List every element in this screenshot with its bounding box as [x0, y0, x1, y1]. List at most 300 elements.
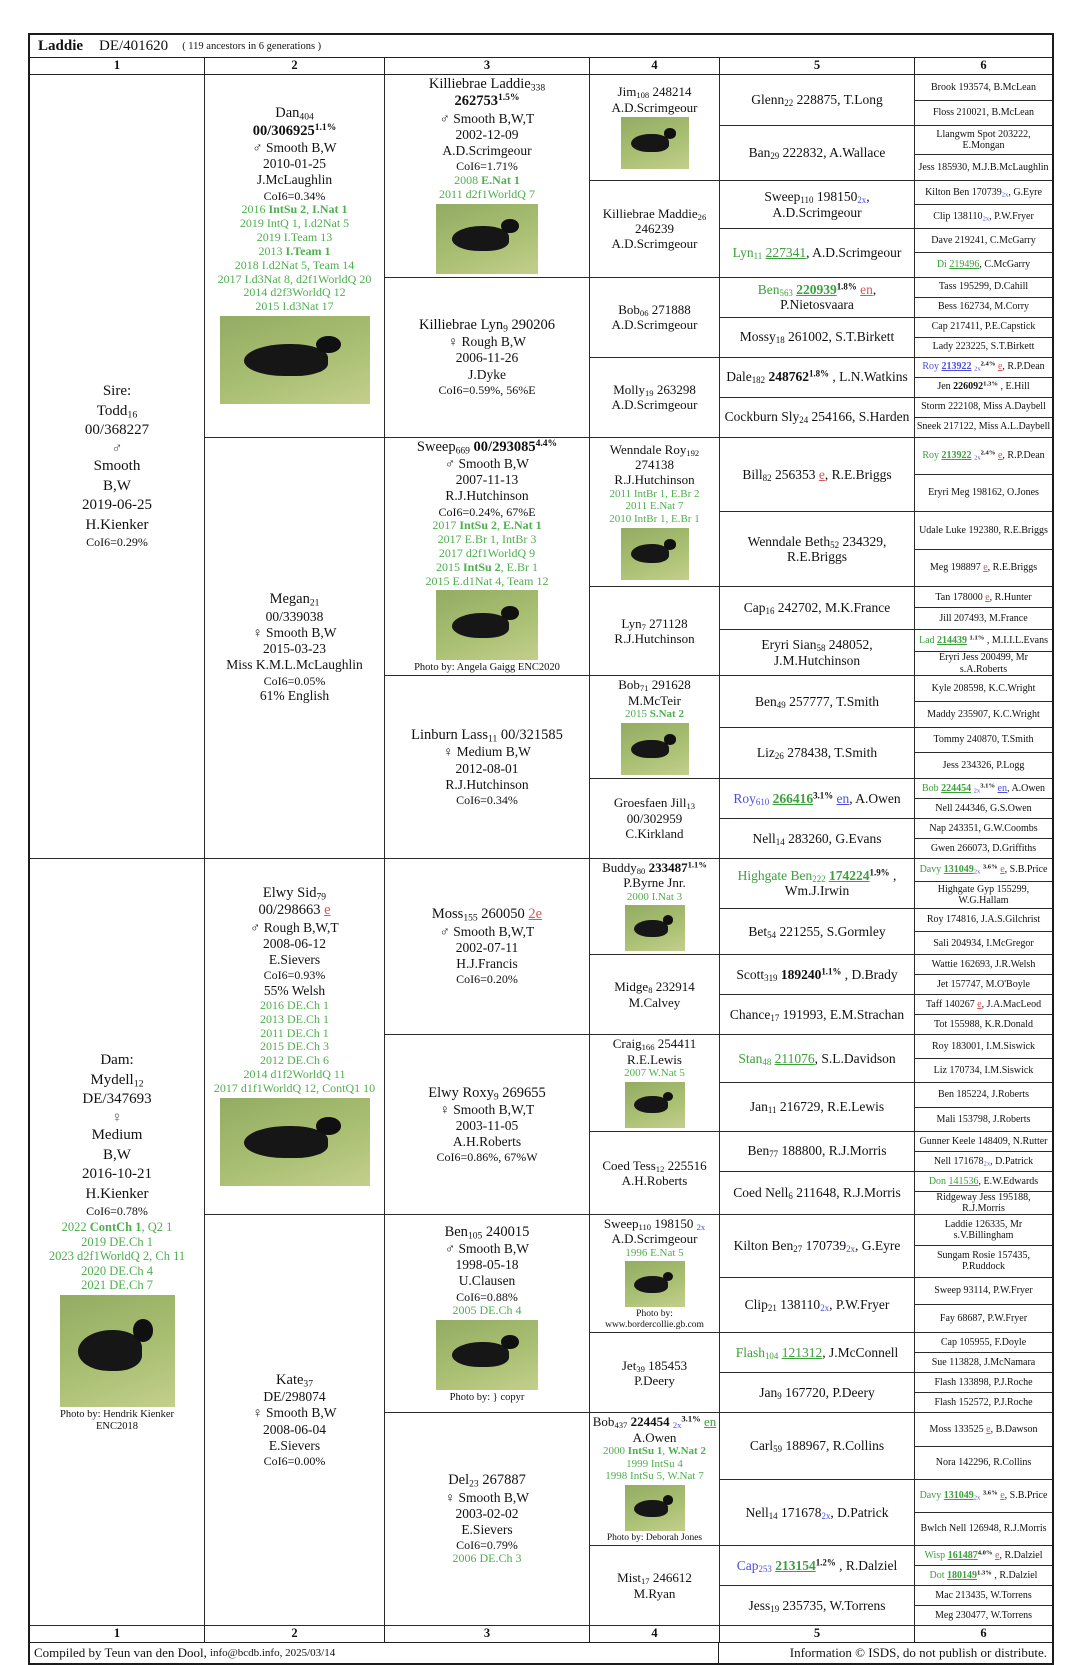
footer-compiled — [30, 1643, 719, 1663]
title-bar — [30, 35, 1052, 58]
ancestor-cell-gen6 — [915, 630, 1052, 652]
ancestor-cell-gen6 — [915, 1333, 1052, 1353]
pedigree-line: Medium — [91, 1127, 143, 1144]
pedigree-line: Roy 174816, J.A.S.Gilchrist — [926, 914, 1041, 926]
pedigree-line: Sungam Rosie 157435, P.Ruddock — [936, 1250, 1031, 1273]
column-header-6: 6 — [915, 58, 1052, 75]
ancestor-cell-gen5 — [720, 1373, 915, 1413]
pedigree-line: H.Kienker — [85, 1185, 149, 1202]
pedigree-line: 2008 E.Nat 1 — [454, 172, 520, 187]
pedigree-line: Bet$_{54}$ 221255, S.Gormley — [748, 923, 886, 940]
pedigree-line: 2002-12-09 — [455, 126, 519, 142]
registration-link[interactable]: e — [818, 466, 825, 482]
registration-link[interactable]: 213922 — [941, 450, 972, 462]
ancestor-cell-gen1 — [30, 859, 205, 1626]
pedigree-line: ♂ Smooth B,W — [444, 1240, 529, 1256]
registration-link[interactable]: e — [1000, 864, 1005, 876]
photo-caption: Photo by: } copyr — [449, 1391, 525, 1403]
registration-link[interactable]: 213154 — [775, 1557, 816, 1573]
ancestor-cell-gen6 — [915, 1015, 1052, 1035]
ancestor-cell-gen6 — [915, 229, 1052, 253]
pedigree-line: Roy 213922 $_{2x}^{2.4\%}$ e, R.P.Dean — [922, 361, 1045, 374]
pedigree-line: Bwlch Nell 126948, R.J.Morris — [920, 1523, 1047, 1535]
column-header-1: 1 — [30, 1626, 205, 1643]
ancestor-cell-gen4 — [590, 1546, 720, 1626]
registration-link[interactable]: 180149 — [947, 1570, 978, 1582]
pedigree-line: C.Kirkland — [625, 826, 684, 842]
ancestor-cell-gen6 — [915, 1606, 1052, 1626]
registration-link[interactable]: 266416 — [772, 790, 814, 806]
registration-link[interactable]: 220939 — [796, 281, 837, 297]
pedigree-line: Liz$_{26}$ 278438, T.Smith — [756, 745, 878, 762]
pedigree-line: Nell$_{14}$ 283260, G.Evans — [752, 830, 882, 847]
pedigree-line: CoI6=0.34% — [263, 188, 326, 203]
pedigree-line: Maddy 235907, K.C.Wright — [927, 708, 1040, 720]
pedigree-line: 2017 d2f1WorldQ 9 — [438, 545, 536, 560]
pedigree-line: Clip$_{21}$ $138110_{2x}$, P.W.Fryer — [744, 1297, 890, 1314]
pedigree-line: Flash$_{104}$ 121312, J.McConnell — [735, 1345, 899, 1362]
pedigree-line: Davy $131049_{2x}$ $^{3.6\%}$ e, S.B.Price — [919, 864, 1048, 877]
pedigree-line: Jen $226092^{1.3\%}$ , E.Hill — [937, 381, 1030, 393]
pedigree-line: Roy 183001, I.M.Siswick — [931, 1041, 1036, 1053]
registration-link[interactable]: e — [324, 902, 331, 919]
pedigree-line: 2017 I.d3Nat 8, d2f1WorldQ 20 — [217, 271, 372, 286]
pedigree-line: ♂ Smooth B,W,T — [439, 110, 535, 126]
pedigree-line: Del$_{23}$ 267887 — [448, 1472, 526, 1490]
pedigree-line: ♂ Rough B,W,T — [250, 919, 339, 935]
ancestor-cell-gen4 — [590, 1035, 720, 1131]
ancestor-cell-gen6 — [915, 779, 1052, 799]
ancestor-cell-gen6 — [915, 955, 1052, 975]
ancestor-cell-gen5 — [720, 358, 915, 398]
ancestor-cell-gen6 — [915, 799, 1052, 819]
ancestor-cell-gen5 — [720, 229, 915, 277]
pedigree-line: Glenn$_{22}$ 228875, T.Long — [751, 92, 883, 109]
registration-link[interactable]: en — [703, 1414, 717, 1430]
registration-link[interactable]: e — [977, 999, 982, 1011]
pedigree-line: $262753^{1.5\%}$ — [454, 92, 520, 110]
registration-link[interactable]: 121312 — [781, 1345, 823, 1361]
ancestor-cell-gen6 — [915, 1215, 1052, 1246]
pedigree-line: Wenndale Beth$_{52}$ 234329, R.E.Briggs — [747, 533, 887, 565]
ancestor-cell-gen6 — [915, 882, 1052, 909]
ancestor-cell-gen3 — [385, 278, 590, 438]
ancestor-cell-gen6 — [915, 1373, 1052, 1393]
ancestor-cell-gen6 — [915, 1132, 1052, 1152]
dog-photo — [220, 316, 370, 404]
dog-photo — [625, 1261, 685, 1307]
ancestor-cell-gen5 — [720, 1215, 915, 1278]
ancestor-cell-gen1 — [30, 75, 205, 859]
ancestor-cell-gen5 — [720, 995, 915, 1035]
footer-date: , 2025/03/14 — [279, 1647, 336, 1660]
ancestor-cell-gen6 — [915, 101, 1052, 127]
pedigree-line: A.D.Scrimgeour — [611, 236, 698, 252]
pedigree-line: 2003-02-02 — [455, 1505, 519, 1521]
ancestor-cell-gen5 — [720, 859, 915, 909]
ancestor-cell-gen6 — [915, 1353, 1052, 1373]
pedigree-line: ♀ Smooth B,W,T — [439, 1101, 535, 1117]
pedigree-line: 2015 DE.Ch 3 — [260, 1039, 329, 1054]
pedigree-line: 2003-11-05 — [455, 1118, 519, 1134]
pedigree-line: Bob$_{71}$ 291628 — [618, 677, 691, 694]
registration-link[interactable]: e — [983, 562, 988, 574]
ancestor-cell-gen4 — [590, 278, 720, 358]
ancestor-cell-gen6 — [915, 587, 1052, 609]
pedigree-line: P.Byrne Jnr. — [623, 875, 686, 891]
ancestor-cell-gen6 — [915, 1059, 1052, 1083]
pedigree-line: Elwy Sid$_{79}$ — [262, 884, 327, 903]
pedigree-line: Flash 133898, P.J.Roche — [934, 1377, 1033, 1389]
pedigree-line: 2005 DE.Ch 4 — [452, 1302, 522, 1317]
ancestor-cell-gen6 — [915, 155, 1052, 181]
registration-link[interactable]: 219496 — [949, 259, 980, 271]
pedigree-line: 246239 — [635, 221, 674, 237]
pedigree-line: Udale Luke 192380, R.E.Briggs — [919, 524, 1048, 536]
pedigree-line: 2019-06-25 — [82, 497, 152, 514]
pedigree-line: 2000 IntSu 1, W.Nat 2 — [603, 1444, 706, 1457]
pedigree-line: Eryri Meg 198162, O.Jones — [928, 487, 1039, 499]
pedigree-line: Don 141536, E.W.Edwards — [928, 1175, 1039, 1187]
pedigree-line: 1998-05-18 — [455, 1257, 519, 1273]
pedigree-line: Craig$_{166}$ 254411 — [612, 1036, 697, 1053]
pedigree-line: 2015 I.d3Nat 17 — [255, 299, 334, 314]
pedigree-line: Mali 153798, J.Roberts — [936, 1113, 1031, 1125]
pedigree-line: Jet 157747, M.O'Boyle — [937, 979, 1030, 991]
pedigree-line: CoI6=0.20% — [456, 972, 518, 987]
pedigree-line: Scott$_{319}$ $189240^{1.1\%}$ , D.Brady — [736, 966, 898, 984]
ancestor-cell-gen6 — [915, 205, 1052, 229]
pedigree-line: CoI6=0.79% — [456, 1538, 518, 1553]
email-link[interactable]: info@bcdb.info — [209, 1647, 280, 1660]
pedigree-line: Dot $180149^{1.3\%}$ , R.Dalziel — [929, 1569, 1038, 1582]
pedigree-line: Killiebrae Lyn$_9$ 290206 — [418, 316, 556, 335]
ancestor-cell-gen6 — [915, 1246, 1052, 1277]
column-header-2: 2 — [205, 58, 385, 75]
pedigree-line: R.J.Hutchinson — [614, 472, 695, 488]
ancestor-cell-gen6 — [915, 859, 1052, 882]
dog-photo — [625, 905, 685, 951]
column-header-1: 1 — [30, 58, 205, 75]
pedigree-line: Laddie 126335, Mr s.V.Billingham — [944, 1219, 1023, 1242]
pedigree-line: Todd$_{16}$ — [96, 402, 138, 421]
ancestor-cell-gen4 — [590, 1215, 720, 1333]
pedigree-line: 2007-11-13 — [455, 472, 519, 488]
pedigree-line: A.D.Scrimgeour — [611, 397, 698, 413]
pedigree-line: 2015 IntSu 2, E.Br 1 — [435, 559, 539, 574]
pedigree-line: Eryri Jess 200499, Mr s.A.Roberts — [939, 652, 1028, 675]
pedigree-line: Nap 243351, G.W.Coombs — [929, 822, 1038, 834]
pedigree-line: ♀ Smooth B,W — [252, 1405, 337, 1421]
pedigree-line: 2023 d2f1WorldQ 2, Ch 11 — [48, 1249, 186, 1263]
column-header-2: 2 — [205, 1626, 385, 1643]
ancestor-cell-gen4 — [590, 181, 720, 277]
dog-photo — [625, 1485, 685, 1531]
pedigree-line: ♀ Smooth B,W — [444, 1489, 529, 1505]
column-header-5: 5 — [720, 1626, 915, 1643]
registration-link[interactable]: 211076 — [774, 1051, 815, 1067]
pedigree-line: 2020 DE.Ch 4 — [81, 1263, 153, 1278]
pedigree-line: Roy 213922 $_{2x}^{2.4\%}$ e, R.P.Dean — [922, 449, 1045, 462]
pedigree-line: 2022 ContCh 1, Q2 1 — [61, 1220, 173, 1234]
pedigree-line: 2006-11-26 — [455, 350, 519, 366]
ancestor-cell-gen6 — [915, 253, 1052, 277]
ancestor-cell-gen4 — [590, 587, 720, 677]
pedigree-line: CoI6=0.88% — [456, 1289, 518, 1304]
pedigree-line: Bob 224454 $_{2x}^{3.1\%}$ en, A.Owen — [921, 782, 1046, 795]
ancestor-cell-gen6 — [915, 358, 1052, 378]
pedigree-line: DE/347693 — [82, 1091, 152, 1108]
pedigree-line: Wenndale Roy$_{192}$ 274138 — [609, 441, 700, 472]
pedigree-line: ♀ Medium B,W — [443, 744, 531, 760]
pedigree-line: Highgate Gyp 155299, W.G.Hallam — [937, 883, 1030, 906]
pedigree-line: Lad 214439 $^{1.1\%}$ , M.I.I.L.Evans — [919, 634, 1048, 646]
ancestor-cell-gen2 — [205, 859, 385, 1215]
registration-link[interactable]: 141536 — [948, 1175, 979, 1187]
registration-link[interactable]: e — [997, 450, 1003, 462]
pedigree-line: Ben 185224, J.Roberts — [937, 1089, 1030, 1101]
ancestor-cell-gen6 — [915, 1413, 1052, 1446]
pedigree-line: Meg 230477, W.Torrens — [934, 1610, 1033, 1622]
ancestor-cell-gen4 — [590, 1132, 720, 1215]
registration-link[interactable]: 213922 — [941, 361, 972, 373]
ancestor-cell-gen5 — [720, 1546, 915, 1586]
pedigree-line: Coed Tess$_{12}$ 225516 — [602, 1157, 707, 1174]
pedigree-line: DE/298074 — [263, 1389, 326, 1405]
registration-link[interactable]: en — [997, 782, 1007, 794]
registration-link[interactable]: 2e — [528, 906, 543, 923]
pedigree-line: Tass 195299, D.Cahill — [938, 281, 1029, 293]
pedigree-line: Sweep$_{110}$ 198150 $_{2x}$ — [603, 1216, 706, 1233]
pedigree-line: M.McTeir — [628, 692, 681, 708]
pedigree-line: CoI6=0.24%, 67%E — [438, 504, 536, 519]
pedigree-line: Davy $131049_{2x}$ $^{3.6\%}$ e, S.B.Price — [919, 1489, 1048, 1502]
pedigree-line: Tan 178000 e, R.Hunter — [935, 591, 1032, 603]
registration-link[interactable]: e — [997, 361, 1003, 373]
pedigree-line: Jill 207493, M.France — [939, 613, 1028, 625]
pedigree-line: Kilton Ben$_{27}$ $170739_{2x}$, G.Eyre — [733, 1238, 901, 1255]
dog-photo — [436, 204, 538, 274]
pedigree-line: Ben$_{77}$ 188800, R.J.Morris — [747, 1143, 887, 1160]
pedigree-line: 61% English — [259, 687, 330, 703]
pedigree-line: CoI6=0.00% — [263, 1453, 326, 1468]
pedigree-grid — [30, 75, 1052, 1626]
pedigree-line: Bob$_{06}$ 271888 — [618, 301, 691, 318]
pedigree-line: M.Ryan — [633, 1585, 676, 1601]
pedigree-line: Ridgeway Jess 195188, R.J.Morris — [936, 1191, 1031, 1214]
ancestor-cell-gen6 — [915, 1108, 1052, 1132]
pedigree-line: ♂ Smooth B,W — [252, 140, 337, 156]
pedigree-line: 2000 I.Nat 3 — [626, 890, 683, 903]
pedigree-line: Buddy$_{80}$ $233487^{1.1\%}$ — [602, 859, 707, 877]
ancestor-cell-gen6 — [915, 438, 1052, 475]
pedigree-line: 2011 IntBr 1, E.Br 2 — [609, 487, 700, 500]
ancestor-cell-gen6 — [915, 378, 1052, 398]
ancestor-cell-gen5 — [720, 819, 915, 859]
registration-link[interactable]: en — [860, 281, 873, 297]
pedigree-line: ♂ Smooth B,W — [444, 455, 529, 471]
ancestor-cell-gen6 — [915, 1447, 1052, 1480]
ancestor-cell-gen6 — [915, 126, 1052, 155]
pedigree-line: 2008-06-04 — [263, 1421, 326, 1437]
ancestor-cell-gen5 — [720, 278, 915, 318]
ancestor-cell-gen6 — [915, 1278, 1052, 1306]
pedigree-line: 2016-10-21 — [82, 1166, 152, 1183]
ancestor-cell-gen6 — [915, 1480, 1052, 1513]
pedigree-line: Ben$_{105}$ 240015 — [444, 1223, 530, 1241]
pedigree-line: 2017 E.Br 1, IntBr 3 — [437, 531, 537, 546]
pedigree-line: ♀ Rough B,W — [447, 334, 526, 350]
ancestor-cell-gen5 — [720, 181, 915, 229]
pedigree-line: Cap 217411, P.E.Capstick — [931, 321, 1036, 333]
pedigree-line: Killiebrae Maddie$_{26}$ — [602, 205, 707, 222]
pedigree-line: Molly$_{19}$ 263298 — [613, 381, 696, 398]
ancestor-cell-gen5 — [720, 1278, 915, 1334]
pedigree-line: U.Clausen — [458, 1273, 516, 1289]
pedigree-line: Elwy Roxy$_9$ 269655 — [428, 1084, 546, 1102]
pedigree-line: Brook 193574, B.McLean — [931, 81, 1036, 93]
pedigree-line: 2016 DE.Ch 1 — [260, 997, 329, 1012]
ancestor-cell-gen6 — [915, 608, 1052, 630]
registration-link[interactable]: 161487 — [947, 1550, 978, 1562]
ancestor-cell-gen5 — [720, 1172, 915, 1215]
pedigree-line: Wisp $161487^{4.0\%}$ e, R.Dalziel — [924, 1549, 1043, 1562]
pedigree-line: M.Calvey — [628, 994, 681, 1010]
pedigree-line: Sweep$_{669}$ $00/293085^{4.4\%}$ — [416, 437, 558, 456]
pedigree-line: 00/302959 — [626, 810, 683, 826]
pedigree-line: Bess 162734, M.Corry — [937, 301, 1030, 313]
pedigree-line: Stan$_{48}$ 211076, S.L.Davidson — [738, 1051, 896, 1068]
pedigree-line: E.Sievers — [268, 1437, 321, 1453]
pedigree-line: Mossy$_{18}$ 261002, S.T.Birkett — [739, 329, 895, 346]
registration-link[interactable]: e — [985, 591, 990, 603]
pedigree-line: R.J.Hutchinson — [614, 631, 695, 647]
ancestor-cell-gen6 — [915, 398, 1052, 418]
dog-photo — [621, 723, 689, 775]
registration-link[interactable]: 224454 — [941, 782, 972, 794]
pedigree-line: CoI6=0.78% — [86, 1204, 148, 1219]
pedigree-line: 2019 I.Team 13 — [256, 229, 333, 244]
ancestor-cell-gen6 — [915, 1035, 1052, 1059]
pedigree-line: Jet$_{39}$ 185453 — [621, 1357, 688, 1374]
ancestor-cell-gen3 — [385, 859, 590, 1035]
ancestor-cell-gen6 — [915, 181, 1052, 205]
registration-link[interactable]: en — [836, 790, 850, 806]
ancestor-cell-gen6 — [915, 652, 1052, 677]
pedigree-line: 2015 E.d1Nat 4, Team 12 — [425, 573, 549, 588]
footer-rights: Information © ISDS, do not publish or distribute. — [789, 1645, 1047, 1661]
registration-link[interactable]: 131049 — [943, 864, 974, 876]
pedigree-line: Mist$_{17}$ 246612 — [617, 1570, 692, 1587]
pedigree-line: ♀ — [111, 1109, 123, 1126]
column-header-6: 6 — [915, 1626, 1052, 1643]
pedigree-line: Jan$_9$ 167720, P.Deery — [759, 1385, 875, 1402]
pedigree-line: Dan$_{404}$ — [275, 105, 314, 123]
pedigree-line: B,W — [103, 1146, 131, 1163]
registration-link[interactable]: 227341 — [765, 245, 807, 261]
pedigree-line: P.Deery — [634, 1372, 675, 1388]
registration-link[interactable]: 174224 — [829, 867, 870, 883]
pedigree-line: Wattie 162693, J.R.Welsh — [931, 959, 1036, 971]
ancestor-cell-gen6 — [915, 1513, 1052, 1546]
pedigree-line: 00/368227 — [84, 422, 150, 439]
ancestor-cell-gen6 — [915, 995, 1052, 1015]
pedigree-line: Highgate Ben$_{222}$ $174224^{1.9\%}$ , Wm.J.Irwin — [737, 867, 897, 899]
pedigree-line: Ben$_{49}$ 257777, T.Smith — [755, 693, 879, 711]
pedigree-line: 2013 DE.Ch 1 — [260, 1011, 329, 1026]
pedigree-line: A.Owen — [632, 1429, 677, 1445]
pedigree-line: Bill$_{82}$ 256353 e, R.E.Briggs — [742, 466, 892, 483]
pedigree-line: H.J.Francis — [456, 956, 518, 972]
ancestor-cell-gen3 — [385, 75, 590, 278]
ancestor-cell-gen5 — [720, 398, 915, 438]
pedigree-line: CoI6=0.05% — [263, 673, 326, 688]
footer-contact — [210, 1647, 335, 1659]
pedigree-line: Nell 244346, G.S.Owen — [935, 802, 1032, 814]
ancestor-cell-gen6 — [915, 1566, 1052, 1586]
dog-photo — [621, 528, 689, 580]
photo-caption: Photo by: Hendrik Kienker — [59, 1408, 175, 1420]
registration-link[interactable]: e — [995, 1550, 1000, 1562]
pedigree-line: ♀ Smooth B,W — [252, 624, 337, 640]
ancestor-cell-gen2 — [205, 438, 385, 859]
pedigree-line: CoI6=0.59%, 56%E — [438, 382, 536, 397]
pedigree-line: Fay 68687, P.W.Fryer — [939, 1313, 1028, 1325]
pedigree-line: Dam: — [100, 1052, 134, 1069]
ancestor-cell-gen5 — [720, 75, 915, 126]
ancestor-cell-gen3 — [385, 1035, 590, 1215]
pedigree-line: ♂ — [111, 440, 123, 457]
pedigree-line: E.Sievers — [461, 1521, 513, 1537]
registration-link[interactable]: e — [1000, 1490, 1005, 1502]
dog-photo — [621, 117, 689, 169]
ancestor-cell-gen5 — [720, 955, 915, 995]
ancestor-cell-gen6 — [915, 1393, 1052, 1413]
ancestor-cell-gen4 — [590, 779, 720, 859]
pedigree-line: Cap$_{16}$ 242702, M.K.France — [743, 600, 891, 617]
ancestor-cell-gen5 — [720, 630, 915, 676]
ancestor-cell-gen5 — [720, 587, 915, 630]
registration-link[interactable]: e — [986, 1423, 991, 1435]
pedigree-line: J.Dyke — [468, 366, 506, 382]
ancestor-cell-gen3 — [385, 1413, 590, 1626]
ancestor-cell-gen2 — [205, 1215, 385, 1626]
pedigree-line: 2017 d1f1WorldQ 12, ContQ1 10 — [213, 1081, 376, 1096]
pedigree-line: H.Kienker — [85, 516, 149, 533]
ancestor-cell-gen6 — [915, 1083, 1052, 1107]
ancestor-cell-gen6 — [915, 298, 1052, 318]
pedigree-line: A.H.Roberts — [621, 1172, 688, 1188]
column-header-5: 5 — [720, 58, 915, 75]
pedigree-line: Tommy 240870, T.Smith — [933, 734, 1034, 746]
pedigree-line: Taff 140267 e, J.A.MacLeod — [925, 999, 1042, 1011]
pedigree-line: 55% Welsh — [263, 982, 326, 998]
compiled-by-text: Compiled by Teun van den Dool, — [34, 1645, 207, 1661]
ancestor-cell-gen6 — [915, 702, 1052, 728]
column-header-3: 3 — [385, 58, 590, 75]
registration-link[interactable]: 131049 — [943, 1490, 974, 1502]
pedigree-line: 2014 d1f2WorldQ 11 — [243, 1067, 346, 1082]
ancestor-cell-gen5 — [720, 318, 915, 358]
ancestor-cell-gen4 — [590, 1413, 720, 1546]
column-header-4: 4 — [590, 1626, 720, 1643]
pedigree-line: Meg 198897 e, R.E.Briggs — [929, 562, 1038, 574]
pedigree-line: 00/298663 e — [258, 902, 331, 919]
pedigree-line: Sweep$_{110}$ $198150_{2x}$, A.D.Scrimgeour — [764, 189, 870, 220]
pedigree-line: 2019 IntQ 1, I.d2Nat 5 — [239, 215, 350, 230]
registration-link[interactable]: 214439 — [937, 634, 968, 646]
pedigree-line: 2011 DE.Ch 1 — [260, 1025, 329, 1040]
